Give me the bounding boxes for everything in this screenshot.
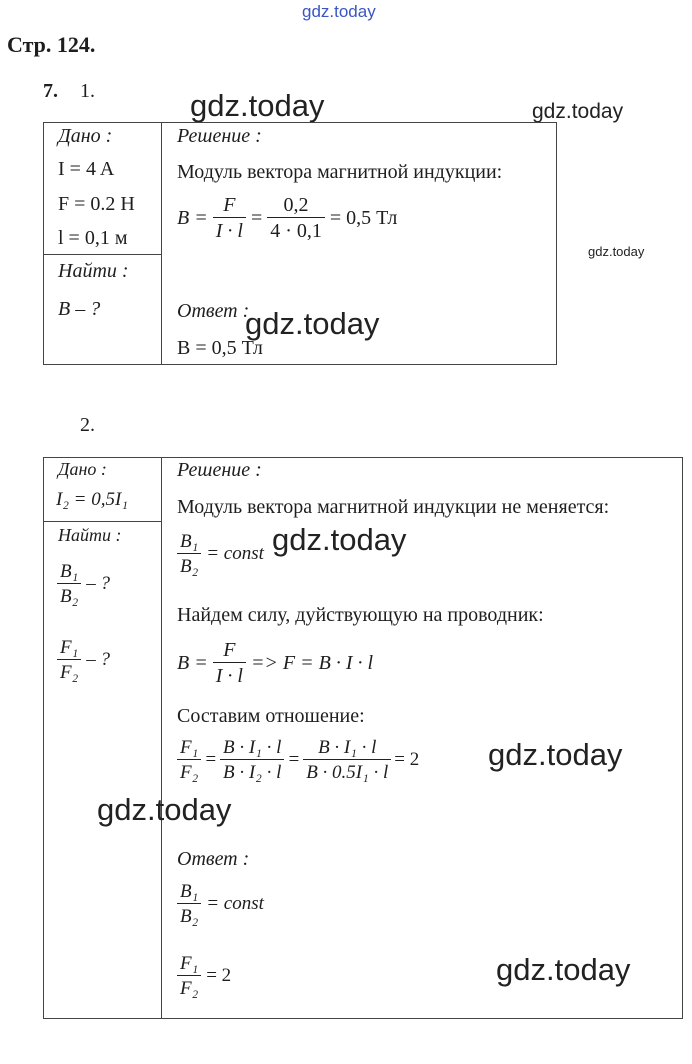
fraction: [177, 882, 201, 926]
fraction-denominator: F₂: [180, 762, 199, 783]
fraction-numerator: B₁: [177, 532, 201, 554]
fraction-denominator: 4 · 0,1: [270, 220, 322, 242]
const-rhs: = const: [206, 543, 264, 564]
page-header: Стр. 124.: [7, 32, 96, 57]
part1-solution-label: Решение :: [177, 125, 262, 147]
part2-line3: Составим отношение:: [177, 705, 365, 727]
part1-number: 1.: [80, 80, 95, 102]
part2-force-formula: [177, 640, 373, 686]
fraction: [267, 195, 325, 241]
part2-line1: Модуль вектора магнитной индукции не меняется:: [177, 496, 610, 518]
equals-sign: =: [250, 206, 263, 229]
part2-answer-f: [177, 954, 231, 998]
part2-ratio: [177, 738, 419, 782]
find-question: – ?: [86, 573, 110, 594]
formula-rhs: => F = B · I · l: [250, 651, 374, 674]
answer-rhs: = 2: [206, 965, 232, 986]
part1-find: B – ?: [58, 298, 101, 320]
part2-solution-label: Решение :: [177, 459, 262, 481]
watermark: gdz.today: [488, 737, 623, 772]
fraction-numerator: F: [213, 195, 246, 218]
fraction-denominator: B₂: [180, 556, 199, 577]
fraction-numerator: B · I₁ · l: [220, 738, 284, 760]
watermark: gdz.today: [532, 100, 624, 123]
fraction-denominator: B₂: [60, 586, 79, 607]
part1-naiti-label: Найти :: [58, 260, 129, 282]
fraction-numerator: 0,2: [267, 195, 325, 218]
part2-naiti-label: Найти :: [58, 525, 122, 545]
fraction: [220, 738, 284, 782]
part2-number: 2.: [80, 414, 95, 436]
ratio-result: = 2: [394, 749, 420, 770]
part1-given-current: I = 4 A: [58, 158, 115, 180]
watermark: gdz.today: [190, 88, 325, 123]
part2-answer-b: [177, 882, 264, 926]
watermark: gdz.today: [97, 792, 232, 827]
part2-dano-label: Дано :: [58, 459, 107, 479]
equals-sign: =: [287, 749, 301, 770]
part2-line2: Найдем силу, дуйствующую на проводник:: [177, 604, 544, 626]
fraction-denominator: I · l: [215, 665, 243, 687]
fraction: [213, 640, 246, 686]
fraction-numerator: B₁: [57, 562, 81, 584]
fraction-numerator: F: [213, 640, 246, 663]
fraction-denominator: B · 0.5I₁ · l: [306, 762, 389, 783]
fraction: [213, 195, 246, 241]
part2-divider: [161, 457, 162, 1019]
part1-answer: B = 0,5 Тл: [177, 337, 263, 359]
find-question: – ?: [86, 649, 110, 670]
answer-rhs: = const: [206, 893, 264, 914]
part1-given-length: l = 0,1 м: [58, 227, 128, 249]
part1-hdivider: [43, 254, 162, 255]
watermark: gdz.today: [496, 952, 631, 987]
fraction-numerator: F₁: [57, 638, 81, 660]
equals-sign: =: [204, 749, 218, 770]
fraction-numerator: B₁: [177, 882, 201, 904]
fraction-numerator: B · I₁ · l: [303, 738, 391, 760]
part1-answer-label: Ответ :: [177, 300, 250, 322]
fraction-denominator: B · I₂ · l: [223, 762, 282, 783]
formula-lhs: B =: [177, 206, 208, 229]
fraction-denominator: B₂: [180, 906, 199, 927]
formula-lhs: B =: [177, 651, 208, 674]
fraction: [177, 954, 201, 998]
part1-dano-label: Дано :: [58, 125, 113, 147]
fraction: [177, 532, 201, 576]
watermark: gdz.today: [272, 522, 407, 557]
fraction: [303, 738, 391, 782]
fraction: [57, 562, 81, 606]
watermark: gdz.today: [245, 306, 380, 341]
fraction-numerator: F₁: [177, 738, 201, 760]
fraction: [177, 738, 201, 782]
task-number: 7.: [43, 80, 58, 102]
part2-find-f: [57, 638, 110, 682]
fraction: [57, 638, 81, 682]
part2-hdivider: [43, 521, 162, 522]
watermark: gdz.today: [588, 244, 645, 259]
part2-answer-label: Ответ :: [177, 848, 250, 870]
part2-const: [177, 532, 264, 576]
fraction-denominator: I · l: [215, 220, 243, 242]
part1-formula: [177, 195, 397, 241]
formula-result: = 0,5 Тл: [329, 206, 398, 229]
part2-given: I₂ = 0,5I₁: [56, 489, 128, 510]
part1-divider: [161, 122, 162, 365]
fraction-denominator: F₂: [60, 662, 79, 683]
fraction-denominator: F₂: [180, 978, 199, 999]
watermark-top: gdz.today: [302, 2, 376, 21]
part1-given-force: F = 0.2 Н: [58, 193, 135, 215]
part1-line1: Модуль вектора магнитной индукции:: [177, 161, 503, 183]
part2-find-b: [57, 562, 110, 606]
fraction-numerator: F₁: [177, 954, 201, 976]
